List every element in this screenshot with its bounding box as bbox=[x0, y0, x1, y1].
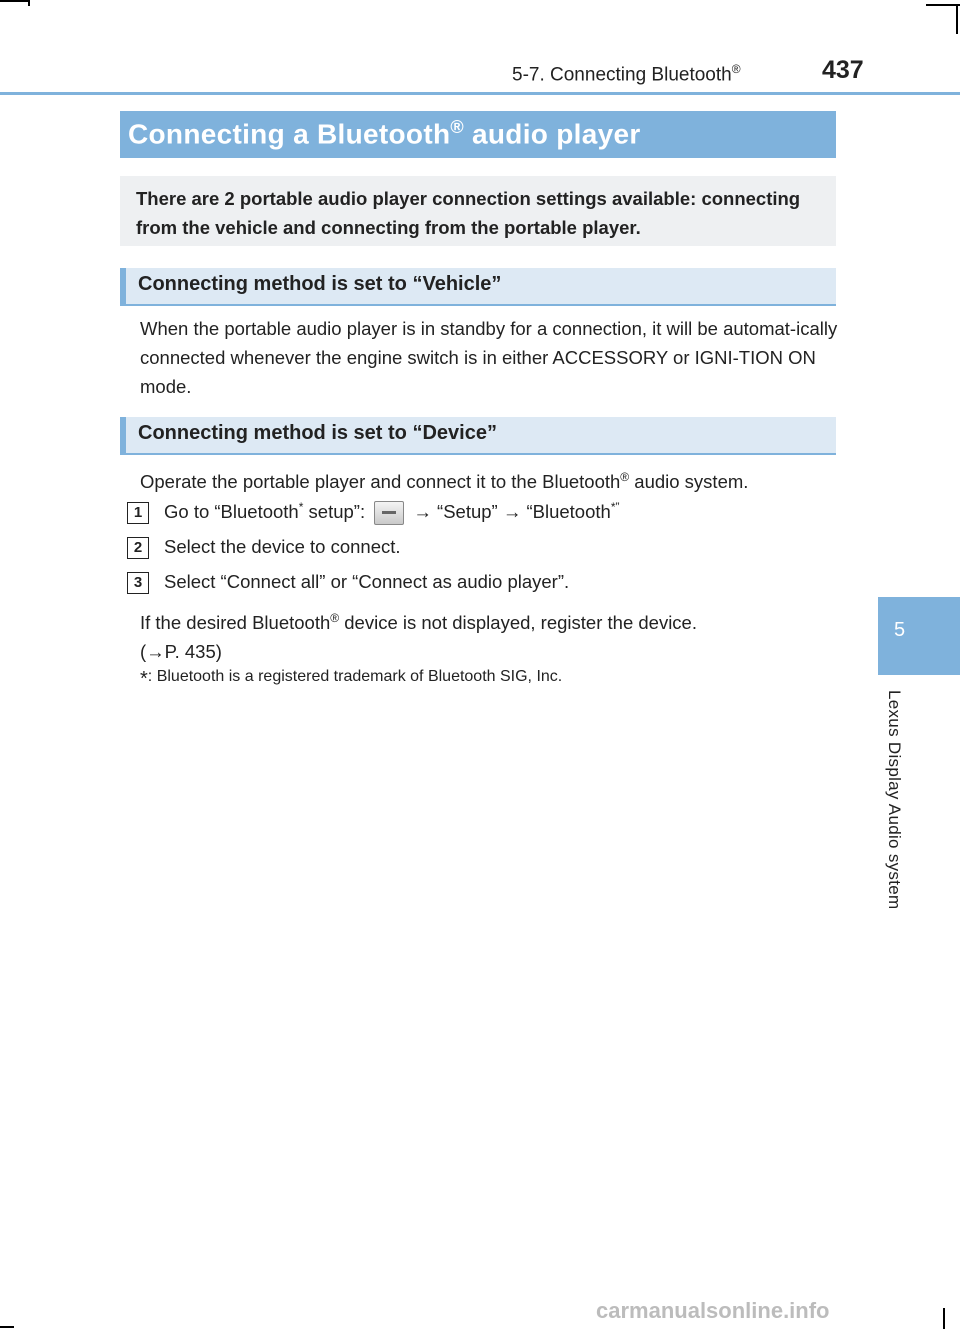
heading-marker bbox=[120, 268, 126, 306]
header-rule bbox=[0, 92, 960, 95]
page-reference: (→P. 435) bbox=[140, 641, 222, 663]
crop-mark bbox=[926, 4, 960, 6]
step-3-text: Select “Connect all” or “Connect as audio player”. bbox=[164, 571, 570, 592]
crop-mark bbox=[943, 1308, 945, 1329]
chapter-label: Lexus Display Audio system bbox=[885, 690, 904, 910]
crop-mark bbox=[956, 4, 958, 34]
step-number: 2 bbox=[127, 537, 149, 559]
menu-button-icon bbox=[374, 501, 404, 525]
page-number: 437 bbox=[822, 56, 864, 84]
page-title: Connecting a Bluetooth® audio player bbox=[128, 117, 641, 150]
watermark: carmanualsonline.info bbox=[596, 1298, 830, 1323]
footnote: *: Bluetooth is a registered trademark of Bluetooth SIG, Inc. bbox=[140, 668, 563, 690]
chapter-number: 5 bbox=[894, 619, 906, 641]
step-number: 3 bbox=[127, 572, 149, 594]
device-note-text: If the desired Bluetooth® device is not displayed, register the device. (→P. 435) bbox=[140, 611, 697, 663]
running-header: 5-7. Connecting Bluetooth® bbox=[512, 62, 741, 86]
vehicle-body-text: When the portable audio player is in standby for a connection, it will be automat-ically connected whenever the engine switch is in either ACCESSORY or IGNI-TION ON mode. bbox=[140, 318, 838, 397]
page-title-bar bbox=[120, 111, 836, 158]
step-2-text: Select the device to connect. bbox=[164, 536, 401, 557]
device-intro-text: Operate the portable player and connect it to the Bluetooth® audio system. bbox=[140, 470, 749, 493]
intro-box bbox=[120, 176, 836, 246]
section-heading-device bbox=[120, 417, 836, 455]
intro-text: There are 2 portable audio player connection settings available: connecting from the vehicle and connecting from the portable player. bbox=[136, 188, 801, 238]
section-heading-text: Connecting method is set to “Vehicle” bbox=[138, 273, 502, 295]
crop-mark bbox=[0, 0, 28, 2]
heading-marker bbox=[120, 417, 126, 455]
crop-mark bbox=[0, 1326, 14, 1328]
section-heading-vehicle bbox=[120, 268, 836, 306]
chapter-tab bbox=[878, 597, 960, 675]
step-number: 1 bbox=[127, 502, 149, 524]
section-heading-text: Connecting method is set to “Device” bbox=[138, 422, 497, 444]
crop-mark bbox=[28, 0, 30, 6]
step-1-text: Go to “Bluetooth* setup”: → “Setup” → “Bluetooth*” bbox=[164, 500, 619, 525]
